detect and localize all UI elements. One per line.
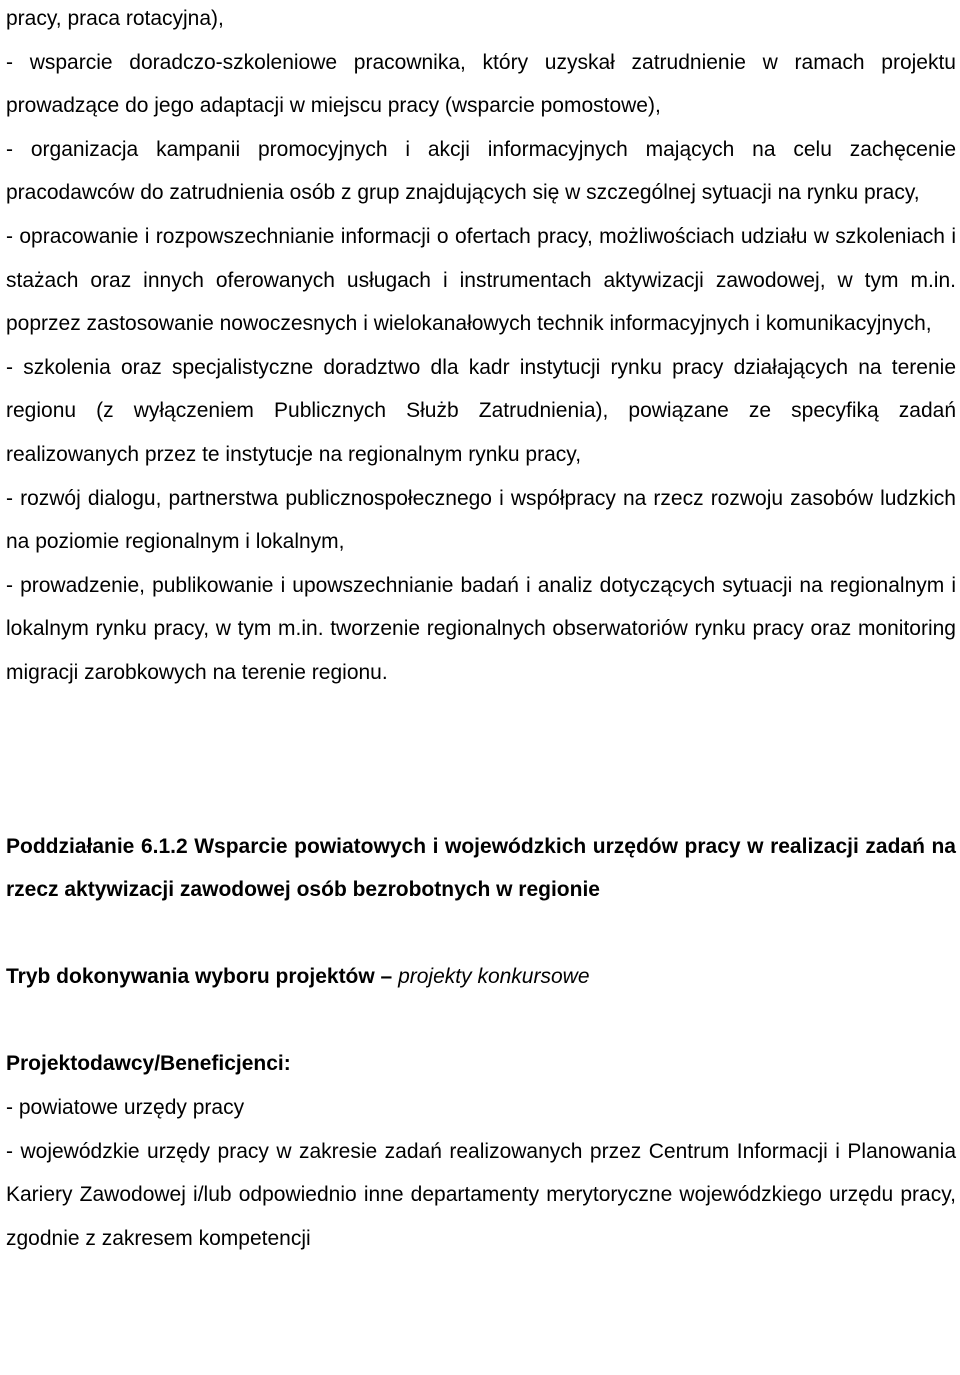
selection-mode-label: Tryb dokonywania wyboru projektów – bbox=[6, 965, 393, 989]
spacer bbox=[6, 999, 956, 1043]
document-page bbox=[6, 0, 956, 1260]
beneficiary-item: - powiatowe urzędy pracy bbox=[6, 1096, 245, 1120]
spacer bbox=[6, 695, 956, 825]
paragraph: pracy, praca rotacyjna), bbox=[6, 7, 224, 30]
paragraph: - organizacja kampanii promocyjnych i akcji informacyjnych mających na celu zachęcenie pracodawców do zatrudnienia osób z grup znajdujących się w szczególnej sytuacji na rynku pracy, bbox=[6, 137, 956, 205]
paragraph: - prowadzenie, publikowanie i upowszechnianie badań i analiz dotyczących sytuacji na regionalnym i lokalnym rynku pracy, w tym m.in. tworzenie regionalnych obserwatoriów rynku pracy oraz monitoring migracji zarobkowych na terenie regionu. bbox=[6, 573, 956, 684]
paragraph: - wsparcie doradczo-szkoleniowe pracownika, który uzyskał zatrudnienie w ramach projektu prowadzące do jego adaptacji w miejscu pracy (wsparcie pomostowe), bbox=[6, 50, 956, 118]
paragraph: - rozwój dialogu, partnerstwa publicznospołecznego i współpracy na rzecz rozwoju zasobów ludzkich na poziomie regionalnym i lokalnym, bbox=[6, 486, 956, 554]
subsection-heading: Poddziałanie 6.1.2 Wsparcie powiatowych i wojewódzkich urzędów pracy w realizacji zadań na rzecz aktywizacji zawodowej osób bezrobotnych w regionie bbox=[6, 834, 956, 902]
beneficiary-item: - wojewódzkie urzędy pracy w zakresie zadań realizowanych przez Centrum Informacji i Planowania Kariery Zawodowej i/lub odpowiednio inne departamenty merytoryczne wojewódzkiego urzędu pracy, zgodnie z zakresem kompetencji bbox=[6, 1139, 956, 1250]
paragraph: - opracowanie i rozpowszechnianie informacji o ofertach pracy, możliwościach udziału w szkoleniach i stażach oraz innych oferowanych usługach i instrumentach aktywizacji zawodowej, w tym m.in. poprzez zastosowanie nowoczesnych i wielokanałowych technik informacyjnych i komunikacyjnych, bbox=[6, 224, 956, 336]
spacer bbox=[6, 912, 956, 956]
selection-mode-value: projekty konkursowe bbox=[398, 965, 590, 989]
paragraph: - szkolenia oraz specjalistyczne doradztwo dla kadr instytucji rynku pracy działających na terenie regionu (z wyłączeniem Publicznych Służb Zatrudnienia), powiązane ze specyfiką zadań realizowanych przez te instytucje na regionalnym rynku pracy, bbox=[6, 355, 956, 466]
beneficiaries-heading: Projektodawcy/Beneficjenci: bbox=[6, 1052, 291, 1076]
selection-mode bbox=[6, 955, 956, 999]
